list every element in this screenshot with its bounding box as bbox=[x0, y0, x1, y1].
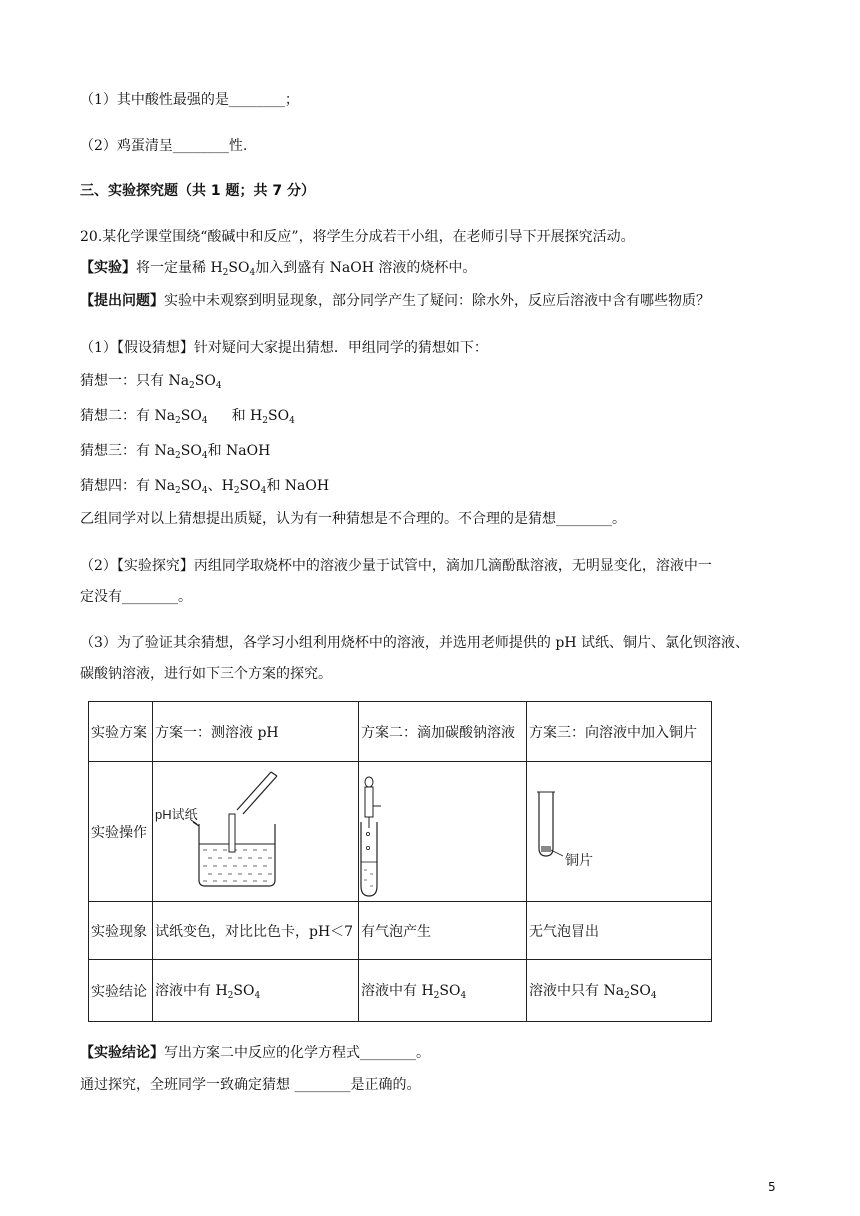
guess-text: 和 NaOH bbox=[207, 443, 271, 459]
sub: 4 bbox=[201, 486, 208, 496]
guess-text: 、H bbox=[207, 478, 234, 494]
table-cell: 实验操作 bbox=[89, 762, 153, 902]
sub: 2 bbox=[175, 416, 181, 426]
verify-line-1: （3）为了验证其余猜想，各学习小组利用烧杯中的溶液，并选用老师提供的 pH 试纸、铜片、氯化钡溶液、 bbox=[80, 635, 749, 651]
ph-test-illustration bbox=[153, 762, 359, 902]
q19-item1: （1）其中酸性最强的是________； bbox=[80, 92, 299, 108]
table-row bbox=[89, 902, 712, 960]
dropper-illustration bbox=[359, 762, 527, 902]
table-cell: 有气泡产生 bbox=[359, 902, 527, 960]
experiment-pre: 将一定量稀 H bbox=[136, 260, 223, 276]
guess-text: 猜想四：有 Na bbox=[80, 478, 176, 494]
table-cell bbox=[527, 960, 712, 1022]
sub: 4 bbox=[201, 416, 208, 426]
section-title: 三、实验探究题（共 1 题；共 7 分） bbox=[80, 183, 315, 199]
so: SO bbox=[180, 443, 202, 459]
sub: 4 bbox=[289, 416, 295, 426]
guess-2 bbox=[80, 406, 295, 431]
conclusion-label: 【实验结论】 bbox=[80, 1045, 164, 1061]
table-cell: 方案一：测溶液 pH bbox=[153, 702, 359, 762]
so: SO bbox=[180, 478, 202, 494]
table-row bbox=[89, 702, 712, 762]
guess-4 bbox=[80, 476, 329, 501]
table-cell bbox=[153, 960, 359, 1022]
sub: 2 bbox=[222, 268, 229, 278]
sub: 2 bbox=[262, 416, 268, 426]
sub: 4 bbox=[201, 451, 208, 461]
q20-stem: 20.某化学课堂围绕“酸碱中和反应”，将学生分成若干小组，在老师引导下开展探究活动。 bbox=[80, 229, 635, 245]
page-number: 5 bbox=[768, 1180, 776, 1194]
so: SO bbox=[233, 983, 255, 999]
sub: 2 bbox=[175, 451, 181, 461]
guess-3 bbox=[80, 441, 270, 466]
so: SO bbox=[268, 408, 290, 424]
table-cell: 实验结论 bbox=[89, 960, 153, 1022]
cell-text: 溶液中有 H bbox=[361, 983, 434, 999]
table-cell: 实验现象 bbox=[89, 902, 153, 960]
table-cell: 无气泡冒出 bbox=[527, 902, 712, 960]
q19-item2: （2）鸡蛋清呈________性. bbox=[80, 138, 248, 154]
sub: 2 bbox=[189, 381, 195, 391]
sub: 2 bbox=[227, 991, 234, 1001]
ph-paper-label: pH试纸 bbox=[155, 807, 198, 822]
doubt-line: 乙组同学对以上猜想提出质疑，认为有一种猜想是不合理的。不合理的是猜想________。 bbox=[80, 511, 626, 527]
cell-text: 溶液中只有 Na bbox=[529, 983, 625, 999]
so: SO bbox=[439, 983, 461, 999]
guess-1 bbox=[80, 371, 222, 396]
conclusion-line bbox=[80, 1043, 430, 1063]
dropper-test-tube-icon bbox=[359, 762, 525, 902]
cell-text: 溶液中有 H bbox=[155, 983, 228, 999]
so: SO bbox=[194, 373, 216, 389]
copper-illustration bbox=[527, 762, 712, 902]
table-row bbox=[89, 762, 712, 902]
sub: 4 bbox=[215, 381, 222, 391]
sub: 4 bbox=[460, 991, 467, 1001]
sub: 2 bbox=[175, 486, 181, 496]
guess-text: 和 NaOH bbox=[266, 478, 330, 494]
test-tube-copper-icon bbox=[527, 762, 710, 902]
copper-label: 铜片 bbox=[565, 852, 593, 868]
verify-line-2: 碳酸钠溶液，进行如下三个方案的探究。 bbox=[80, 666, 332, 682]
sub: 4 bbox=[650, 991, 657, 1001]
so: SO bbox=[239, 478, 261, 494]
guess-text: 猜想三：有 Na bbox=[80, 443, 176, 459]
guess-text: 猜想二：有 Na bbox=[80, 408, 176, 424]
beaker-ph-paper-icon bbox=[153, 762, 357, 902]
hypothesis-intro: （1）【假设猜想】针对疑问大家提出猜想．甲组同学的猜想如下： bbox=[80, 340, 488, 356]
conclusion-text: 写出方案二中反应的化学方程式________。 bbox=[164, 1045, 430, 1061]
sub: 4 bbox=[260, 486, 267, 496]
table-cell: 方案三：向溶液中加入铜片 bbox=[527, 702, 712, 762]
table-row bbox=[89, 960, 712, 1022]
table-cell: 方案二：滴加碳酸钠溶液 bbox=[359, 702, 527, 762]
final-line: 通过探究，全班同学一致确定猜想 ________是正确的。 bbox=[80, 1077, 421, 1093]
explore-line-1: （2）【实验探究】丙组同学取烧杯中的溶液少量于试管中，滴加几滴酚酞溶液，无明显变化，溶液中一 bbox=[80, 558, 712, 574]
explore-line-2: 定没有________。 bbox=[80, 589, 192, 605]
experiment-label: 【实验】 bbox=[80, 260, 136, 276]
guess-text: 和 H bbox=[231, 408, 263, 424]
so: SO bbox=[180, 408, 202, 424]
so: SO bbox=[629, 983, 651, 999]
sub: 4 bbox=[249, 268, 256, 278]
guess-text: 猜想一：只有 Na bbox=[80, 373, 190, 389]
experiment-post: 加入到盛有 NaOH 溶液的烧杯中。 bbox=[255, 260, 477, 276]
q20-experiment bbox=[80, 258, 476, 283]
question-text: 实验中未观察到明显现象，部分同学产生了疑问：除水外，反应后溶液中含有哪些物质？ bbox=[164, 293, 710, 309]
table-cell: 实验方案 bbox=[89, 702, 153, 762]
so: SO bbox=[228, 260, 250, 276]
sub: 2 bbox=[233, 486, 240, 496]
sub: 4 bbox=[254, 991, 261, 1001]
sub: 2 bbox=[624, 991, 630, 1001]
sub: 2 bbox=[433, 991, 440, 1001]
q20-question bbox=[80, 291, 710, 311]
table-cell: 试纸变色，对比比色卡，pH＜7 bbox=[153, 902, 359, 960]
table-cell bbox=[359, 960, 527, 1022]
experiment-table bbox=[88, 701, 712, 1022]
question-label: 【提出问题】 bbox=[80, 293, 164, 309]
